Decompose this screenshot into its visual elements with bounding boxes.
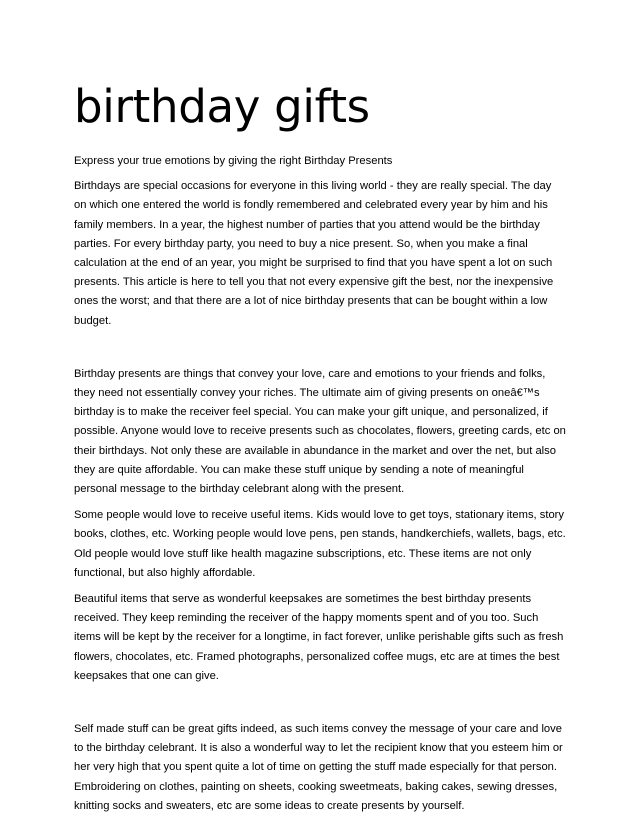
- paragraph-presents-convey-love: Birthday presents are things that convey your love, care and emotions to your friends and folks, they need not essentially convey your riches. The ultimate aim of giving presents on oneâ€™s birthday is to make the receiver feel special. You can make your gift unique, and personalized, if possible. Anyone would love to receive presents such as chocolates, flowers, greeting cards, etc on their birthdays. Not only these are available in abundance in the market and over the net, but also they are quite affordable. You can make these stuff unique by sending a note of meaningful personal message to the birthday celebrant along with the present.: [74, 367, 566, 496]
- paragraph-self-made: Self made stuff can be great gifts indeed, as such items convey the message of your care and love to the birthday celebrant. It is also a wonderful way to let the recipient know that you esteem him or her very high that you spent quite a lot of time on getting the stuff made especially for that person. Embroidering on clothes, painting on sheets, cooking sweetmeats, baking cakes, sewing dresses, knitting socks and sweaters, etc are some ideas to create presents by yourself.: [74, 723, 563, 812]
- document-body: [74, 152, 566, 823]
- paragraph-keepsakes: Beautiful items that serve as wonderful keepsakes are sometimes the best birthday presents received. They keep reminding the receiver of the happy moments spent and of you too. Such items will be kept by the receiver for a longtime, in fact forever, unlike perishable gifts such as fresh flowers, chocolates, etc. Framed photographs, personalized coffee mugs, etc are at times the best keepsakes that one can give.: [74, 593, 564, 682]
- paragraph-useful-items: Some people would love to receive useful items. Kids would love to get toys, stationary items, story books, clothes, etc. Working people would love pens, pen stands, handkerchiefs, wallets, bags, etc. Old people would love stuff like health magazine subscriptions, etc. These items are not only functional, but also highly affordable.: [74, 509, 566, 579]
- document-title: birthday gifts: [74, 80, 370, 133]
- document-subtitle: Express your true emotions by giving the right Birthday Presents: [74, 155, 393, 167]
- paragraph-intro: Birthdays are special occasions for everyone in this living world - they are really special. The day on which one entered the world is fondly remembered and celebrated every year by him and his family members. In a year, the highest number of parties that you attend would be the birthday parties. For every birthday party, you need to buy a nice present. So, when you make a final calculation at the end of an year, you might be surprised to find that you have spent a lot on such presents. This article is here to tell you that not every expensive gift the best, nor the inexpensive ones the worst; and that there are a lot of nice birthday presents that can be bought within a low budget.: [74, 180, 554, 327]
